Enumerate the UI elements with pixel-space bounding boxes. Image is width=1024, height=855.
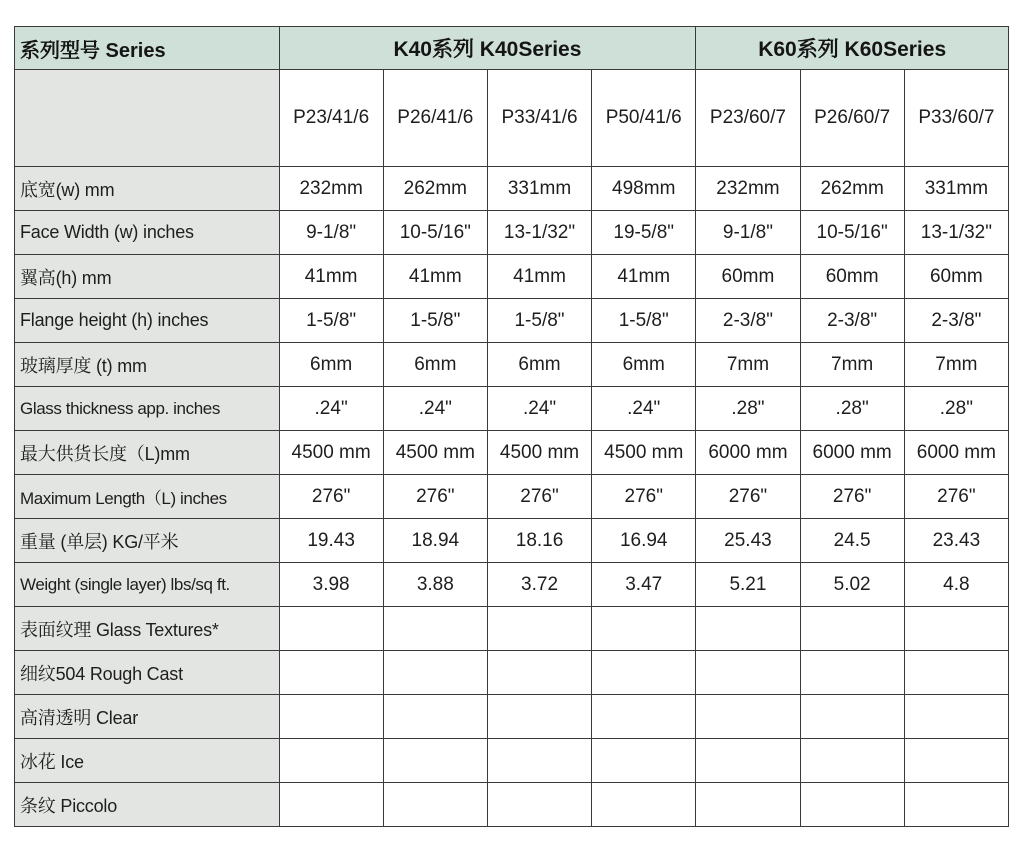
table-cell	[904, 739, 1008, 783]
table-cell	[800, 607, 904, 651]
table-cell: 2-3/8"	[696, 299, 800, 343]
table-row	[15, 431, 1009, 475]
table-cell: 7mm	[800, 343, 904, 387]
table-cell: 1-5/8"	[279, 299, 383, 343]
table-cell: 276"	[696, 475, 800, 519]
table-cell	[383, 695, 487, 739]
table-cell	[487, 783, 591, 827]
table-cell: 25.43	[696, 519, 800, 563]
table-cell: 3.47	[592, 563, 696, 607]
table-cell: 41mm	[487, 255, 591, 299]
row-label: 细纹504 Rough Cast	[15, 651, 280, 695]
table-cell: 18.16	[487, 519, 591, 563]
table-cell: 276"	[800, 475, 904, 519]
table-cell: 4500 mm	[383, 431, 487, 475]
table-cell: 10-5/16"	[800, 211, 904, 255]
row-label: 冰花 Ice	[15, 739, 280, 783]
row-label: 翼高(h) mm	[15, 255, 280, 299]
table-cell	[487, 651, 591, 695]
table-cell: 262mm	[383, 167, 487, 211]
table-row	[15, 563, 1009, 607]
table-row	[15, 519, 1009, 563]
table-cell: 9-1/8"	[696, 211, 800, 255]
table-cell: 6mm	[383, 343, 487, 387]
table-cell	[592, 739, 696, 783]
table-row	[15, 651, 1009, 695]
series-label-cell: 系列型号 Series	[15, 27, 280, 70]
model-cell: P26/41/6	[383, 70, 487, 167]
table-cell: 1-5/8"	[383, 299, 487, 343]
table-cell	[487, 607, 591, 651]
table-cell	[696, 695, 800, 739]
table-cell: 5.21	[696, 563, 800, 607]
row-label: 表面纹理 Glass Textures*	[15, 607, 280, 651]
table-cell	[279, 695, 383, 739]
series-group-header-k60: K60系列 K60Series	[696, 27, 1009, 70]
table-cell: 41mm	[383, 255, 487, 299]
table-cell: 60mm	[800, 255, 904, 299]
table-cell: 4.8	[904, 563, 1008, 607]
table-row	[15, 783, 1009, 827]
row-label: 玻璃厚度 (t) mm	[15, 343, 280, 387]
table-cell	[383, 739, 487, 783]
spec-table	[14, 26, 1009, 827]
table-cell: 331mm	[904, 167, 1008, 211]
table-cell: 60mm	[696, 255, 800, 299]
table-row	[15, 739, 1009, 783]
table-cell: 1-5/8"	[487, 299, 591, 343]
table-cell: 6mm	[592, 343, 696, 387]
table-cell: 232mm	[279, 167, 383, 211]
table-cell: 41mm	[279, 255, 383, 299]
table-cell: 9-1/8"	[279, 211, 383, 255]
table-cell	[279, 783, 383, 827]
row-label: Weight (single layer) lbs/sq ft.	[15, 563, 280, 607]
table-cell: 6000 mm	[904, 431, 1008, 475]
table-row	[15, 475, 1009, 519]
table-cell	[383, 651, 487, 695]
table-cell: 4500 mm	[279, 431, 383, 475]
table-cell	[696, 651, 800, 695]
table-cell: 3.72	[487, 563, 591, 607]
table-cell	[904, 651, 1008, 695]
table-cell	[696, 739, 800, 783]
table-cell	[904, 695, 1008, 739]
table-cell: 18.94	[383, 519, 487, 563]
table-cell: 276"	[487, 475, 591, 519]
table-cell: 60mm	[904, 255, 1008, 299]
table-cell: .24"	[487, 387, 591, 431]
row-label: 最大供货长度（L)mm	[15, 431, 280, 475]
table-cell: 7mm	[904, 343, 1008, 387]
table-cell: 6mm	[279, 343, 383, 387]
table-cell	[800, 651, 904, 695]
table-cell	[279, 607, 383, 651]
table-cell: 331mm	[487, 167, 591, 211]
series-header-row	[15, 27, 1009, 70]
table-cell: 276"	[904, 475, 1008, 519]
table-row	[15, 387, 1009, 431]
table-cell	[800, 695, 904, 739]
model-row-label	[15, 70, 280, 167]
table-cell	[279, 739, 383, 783]
table-cell	[592, 695, 696, 739]
table-cell	[696, 783, 800, 827]
table-cell	[592, 651, 696, 695]
table-cell: 13-1/32"	[904, 211, 1008, 255]
table-cell: 6000 mm	[696, 431, 800, 475]
table-cell: .24"	[279, 387, 383, 431]
table-cell: 19-5/8"	[592, 211, 696, 255]
table-cell	[800, 783, 904, 827]
table-cell: 4500 mm	[592, 431, 696, 475]
row-label: 重量 (单层) KG/平米	[15, 519, 280, 563]
spec-table-body	[15, 70, 1009, 827]
table-row	[15, 343, 1009, 387]
table-cell: .28"	[696, 387, 800, 431]
table-cell	[592, 783, 696, 827]
row-label: 底宽(w) mm	[15, 167, 280, 211]
table-cell	[487, 739, 591, 783]
table-cell: 276"	[383, 475, 487, 519]
table-cell: 13-1/32"	[487, 211, 591, 255]
table-cell: 16.94	[592, 519, 696, 563]
table-cell	[383, 607, 487, 651]
table-cell: 2-3/8"	[800, 299, 904, 343]
table-cell: 19.43	[279, 519, 383, 563]
table-cell: .24"	[383, 387, 487, 431]
table-row	[15, 255, 1009, 299]
table-row	[15, 299, 1009, 343]
table-cell	[383, 783, 487, 827]
model-row	[15, 70, 1009, 167]
table-cell: 1-5/8"	[592, 299, 696, 343]
table-cell: 7mm	[696, 343, 800, 387]
table-cell: .28"	[800, 387, 904, 431]
model-cell: P50/41/6	[592, 70, 696, 167]
table-row	[15, 167, 1009, 211]
row-label: Glass thickness app. inches	[15, 387, 280, 431]
row-label: 高清透明 Clear	[15, 695, 280, 739]
table-cell: 276"	[592, 475, 696, 519]
table-cell	[904, 783, 1008, 827]
table-cell	[696, 607, 800, 651]
row-label: Maximum Length（L) inches	[15, 475, 280, 519]
table-cell	[592, 607, 696, 651]
row-label: Face Width (w) inches	[15, 211, 280, 255]
model-cell: P26/60/7	[800, 70, 904, 167]
table-cell: 3.88	[383, 563, 487, 607]
table-cell	[487, 695, 591, 739]
table-cell: 5.02	[800, 563, 904, 607]
model-cell: P23/60/7	[696, 70, 800, 167]
table-cell: 498mm	[592, 167, 696, 211]
table-cell	[279, 651, 383, 695]
table-row	[15, 695, 1009, 739]
table-cell: 4500 mm	[487, 431, 591, 475]
table-cell: 24.5	[800, 519, 904, 563]
table-cell: 6mm	[487, 343, 591, 387]
model-cell: P23/41/6	[279, 70, 383, 167]
table-cell: 3.98	[279, 563, 383, 607]
table-cell: .24"	[592, 387, 696, 431]
table-row	[15, 211, 1009, 255]
row-label: Flange height (h) inches	[15, 299, 280, 343]
table-cell: 6000 mm	[800, 431, 904, 475]
row-label: 条纹 Piccolo	[15, 783, 280, 827]
table-cell: 10-5/16"	[383, 211, 487, 255]
table-cell: 23.43	[904, 519, 1008, 563]
table-cell: 232mm	[696, 167, 800, 211]
series-group-header-k40: K40系列 K40Series	[279, 27, 696, 70]
table-cell	[800, 739, 904, 783]
table-cell	[904, 607, 1008, 651]
table-row	[15, 607, 1009, 651]
table-cell: 276"	[279, 475, 383, 519]
table-cell: 41mm	[592, 255, 696, 299]
model-cell: P33/41/6	[487, 70, 591, 167]
table-cell: 2-3/8"	[904, 299, 1008, 343]
table-cell: .28"	[904, 387, 1008, 431]
model-cell: P33/60/7	[904, 70, 1008, 167]
table-cell: 262mm	[800, 167, 904, 211]
